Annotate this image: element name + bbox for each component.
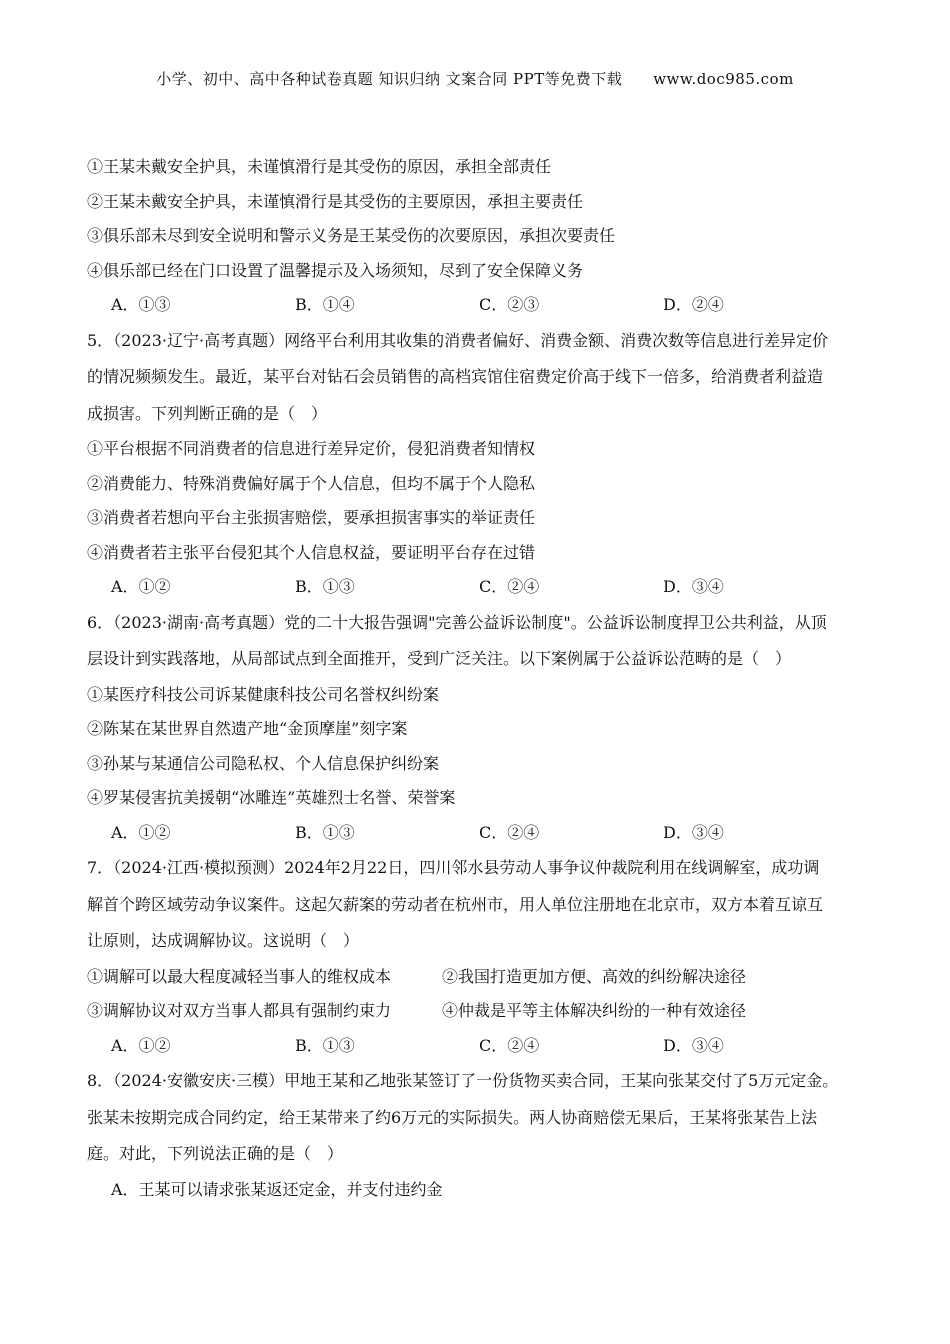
question-7-options <box>87 1029 877 1064</box>
stem-line: 8．（2024·安徽安庆·三模）甲地王某和乙地张某签订了一份货物买卖合同，王某向张某交付了5万元定金。 <box>87 1071 839 1090</box>
option-a: A．①③ <box>111 295 171 314</box>
option-d: D．③④ <box>663 577 724 596</box>
question-7-items-row-1 <box>87 960 877 995</box>
statement-1: ①王某未戴安全护具，未谨慎滑行是其受伤的原因，承担全部责任 <box>87 157 552 176</box>
statement-3: ③俱乐部未尽到安全说明和警示义务是王某受伤的次要原因，承担次要责任 <box>87 226 616 245</box>
option-a: A．①② <box>111 1035 171 1055</box>
option-c: C．②③ <box>479 295 540 314</box>
question-5-options <box>87 570 877 605</box>
question-4-options <box>87 288 877 323</box>
question-5-items <box>87 432 877 570</box>
question-6-stem <box>87 605 877 678</box>
question-5-stem <box>87 323 877 433</box>
stem-line: 张某未按期完成合同约定，给王某带来了约6万元的实际损失。两人协商赔偿无果后，王某将张某告上法 <box>87 1107 818 1127</box>
question-6-options <box>87 816 877 851</box>
stem-line: 5．（2023·辽宁·高考真题）网络平台利用其收集的消费者偏好、消费金额、消费次数等信息进行差异定价 <box>87 330 829 350</box>
statement-2: ②我国打造更加方便、高效的纠纷解决途径 <box>442 966 747 986</box>
statement-3: ③消费者若想向平台主张损害赔偿，要承担损害事实的举证责任 <box>87 508 536 527</box>
statement-1: ①平台根据不同消费者的信息进行差异定价，侵犯消费者知情权 <box>87 439 536 458</box>
option-b: B．①③ <box>295 822 355 842</box>
stem-line: 庭。对此，下列说法正确的是（ ） <box>87 1144 344 1163</box>
statement-4: ④消费者若主张平台侵犯其个人信息权益，要证明平台存在过错 <box>87 542 536 562</box>
statement-4: ④俱乐部已经在门口设置了温馨提示及入场须知，尽到了安全保障义务 <box>87 260 584 280</box>
option-c: C．②④ <box>479 577 540 596</box>
stem-line: 解首个跨区域劳动争议案件。这起欠薪案的劳动者在杭州市，用人单位注册地在北京市，双方本着互谅互 <box>87 894 824 914</box>
option-d: D．③④ <box>663 1035 724 1055</box>
option-d: D．②④ <box>663 295 724 314</box>
statement-4: ④罗某侵害抗美援朝“冰雕连”英雄烈士名誉、荣誉案 <box>87 788 456 807</box>
option-b: B．①③ <box>295 1035 355 1055</box>
option-a: A．王某可以请求张某返还定金，并支付违约金 <box>111 1179 443 1199</box>
statement-1: ①调解可以最大程度减轻当事人的维权成本 <box>87 966 392 986</box>
question-8-stem <box>87 1063 877 1173</box>
option-a: A．①② <box>111 577 171 596</box>
page-header: 小学、初中、高中各种试卷真题 知识归纳 文案合同 PPT等免费下载 www.doc985.com <box>156 70 794 88</box>
stem-line: 成损害。下列判断正确的是（ ） <box>87 403 328 423</box>
stem-line: 7．（2024·江西·模拟预测）2024年2月22日，四川邻水县劳动人事争议仲裁院利用在线调解室，成功调 <box>87 858 820 877</box>
statement-1: ①某医疗科技公司诉某健康科技公司名誉权纠纷案 <box>87 684 440 704</box>
question-4-items <box>87 150 877 288</box>
statement-3: ③孙某与某通信公司隐私权、个人信息保护纠纷案 <box>87 753 440 773</box>
stem-line: 6．（2023·湖南·高考真题）党的二十大报告强调"完善公益诉讼制度"。公益诉讼制度捍卫公共利益，从顶 <box>87 612 827 632</box>
question-6-items <box>87 678 877 816</box>
statement-2: ②陈某在某世界自然遗产地“金顶摩崖”刻字案 <box>87 719 408 738</box>
stem-line: 层设计到实践落地，从局部试点到全面推开，受到广泛关注。以下案例属于公益诉讼范畴的是（ ） <box>87 649 792 668</box>
option-d: D．③④ <box>663 822 724 842</box>
statement-2: ②消费能力、特殊消费偏好属于个人信息，但均不属于个人隐私 <box>87 473 536 493</box>
question-7-items-row-2 <box>87 994 877 1029</box>
stem-line: 的情况频频发生。最近，某平台对钻石会员销售的高档宾馆住宿费定价高于线下一倍多，给消费者利益造 <box>87 367 824 386</box>
option-a: A．①② <box>111 822 171 842</box>
question-content <box>87 150 877 1207</box>
option-c: C．②④ <box>479 822 540 842</box>
option-b: B．①④ <box>295 295 355 314</box>
question-7-stem <box>87 850 877 960</box>
statement-3: ③调解协议对双方当事人都具有强制约束力 <box>87 1001 392 1020</box>
option-b: B．①③ <box>295 577 355 596</box>
stem-line: 让原则，达成调解协议。这说明（ ） <box>87 931 360 950</box>
statement-4: ④仲裁是平等主体解决纠纷的一种有效途径 <box>442 1001 747 1020</box>
statement-2: ②王某未戴安全护具，未谨慎滑行是其受伤的主要原因，承担主要责任 <box>87 191 584 211</box>
option-c: C．②④ <box>479 1035 540 1055</box>
